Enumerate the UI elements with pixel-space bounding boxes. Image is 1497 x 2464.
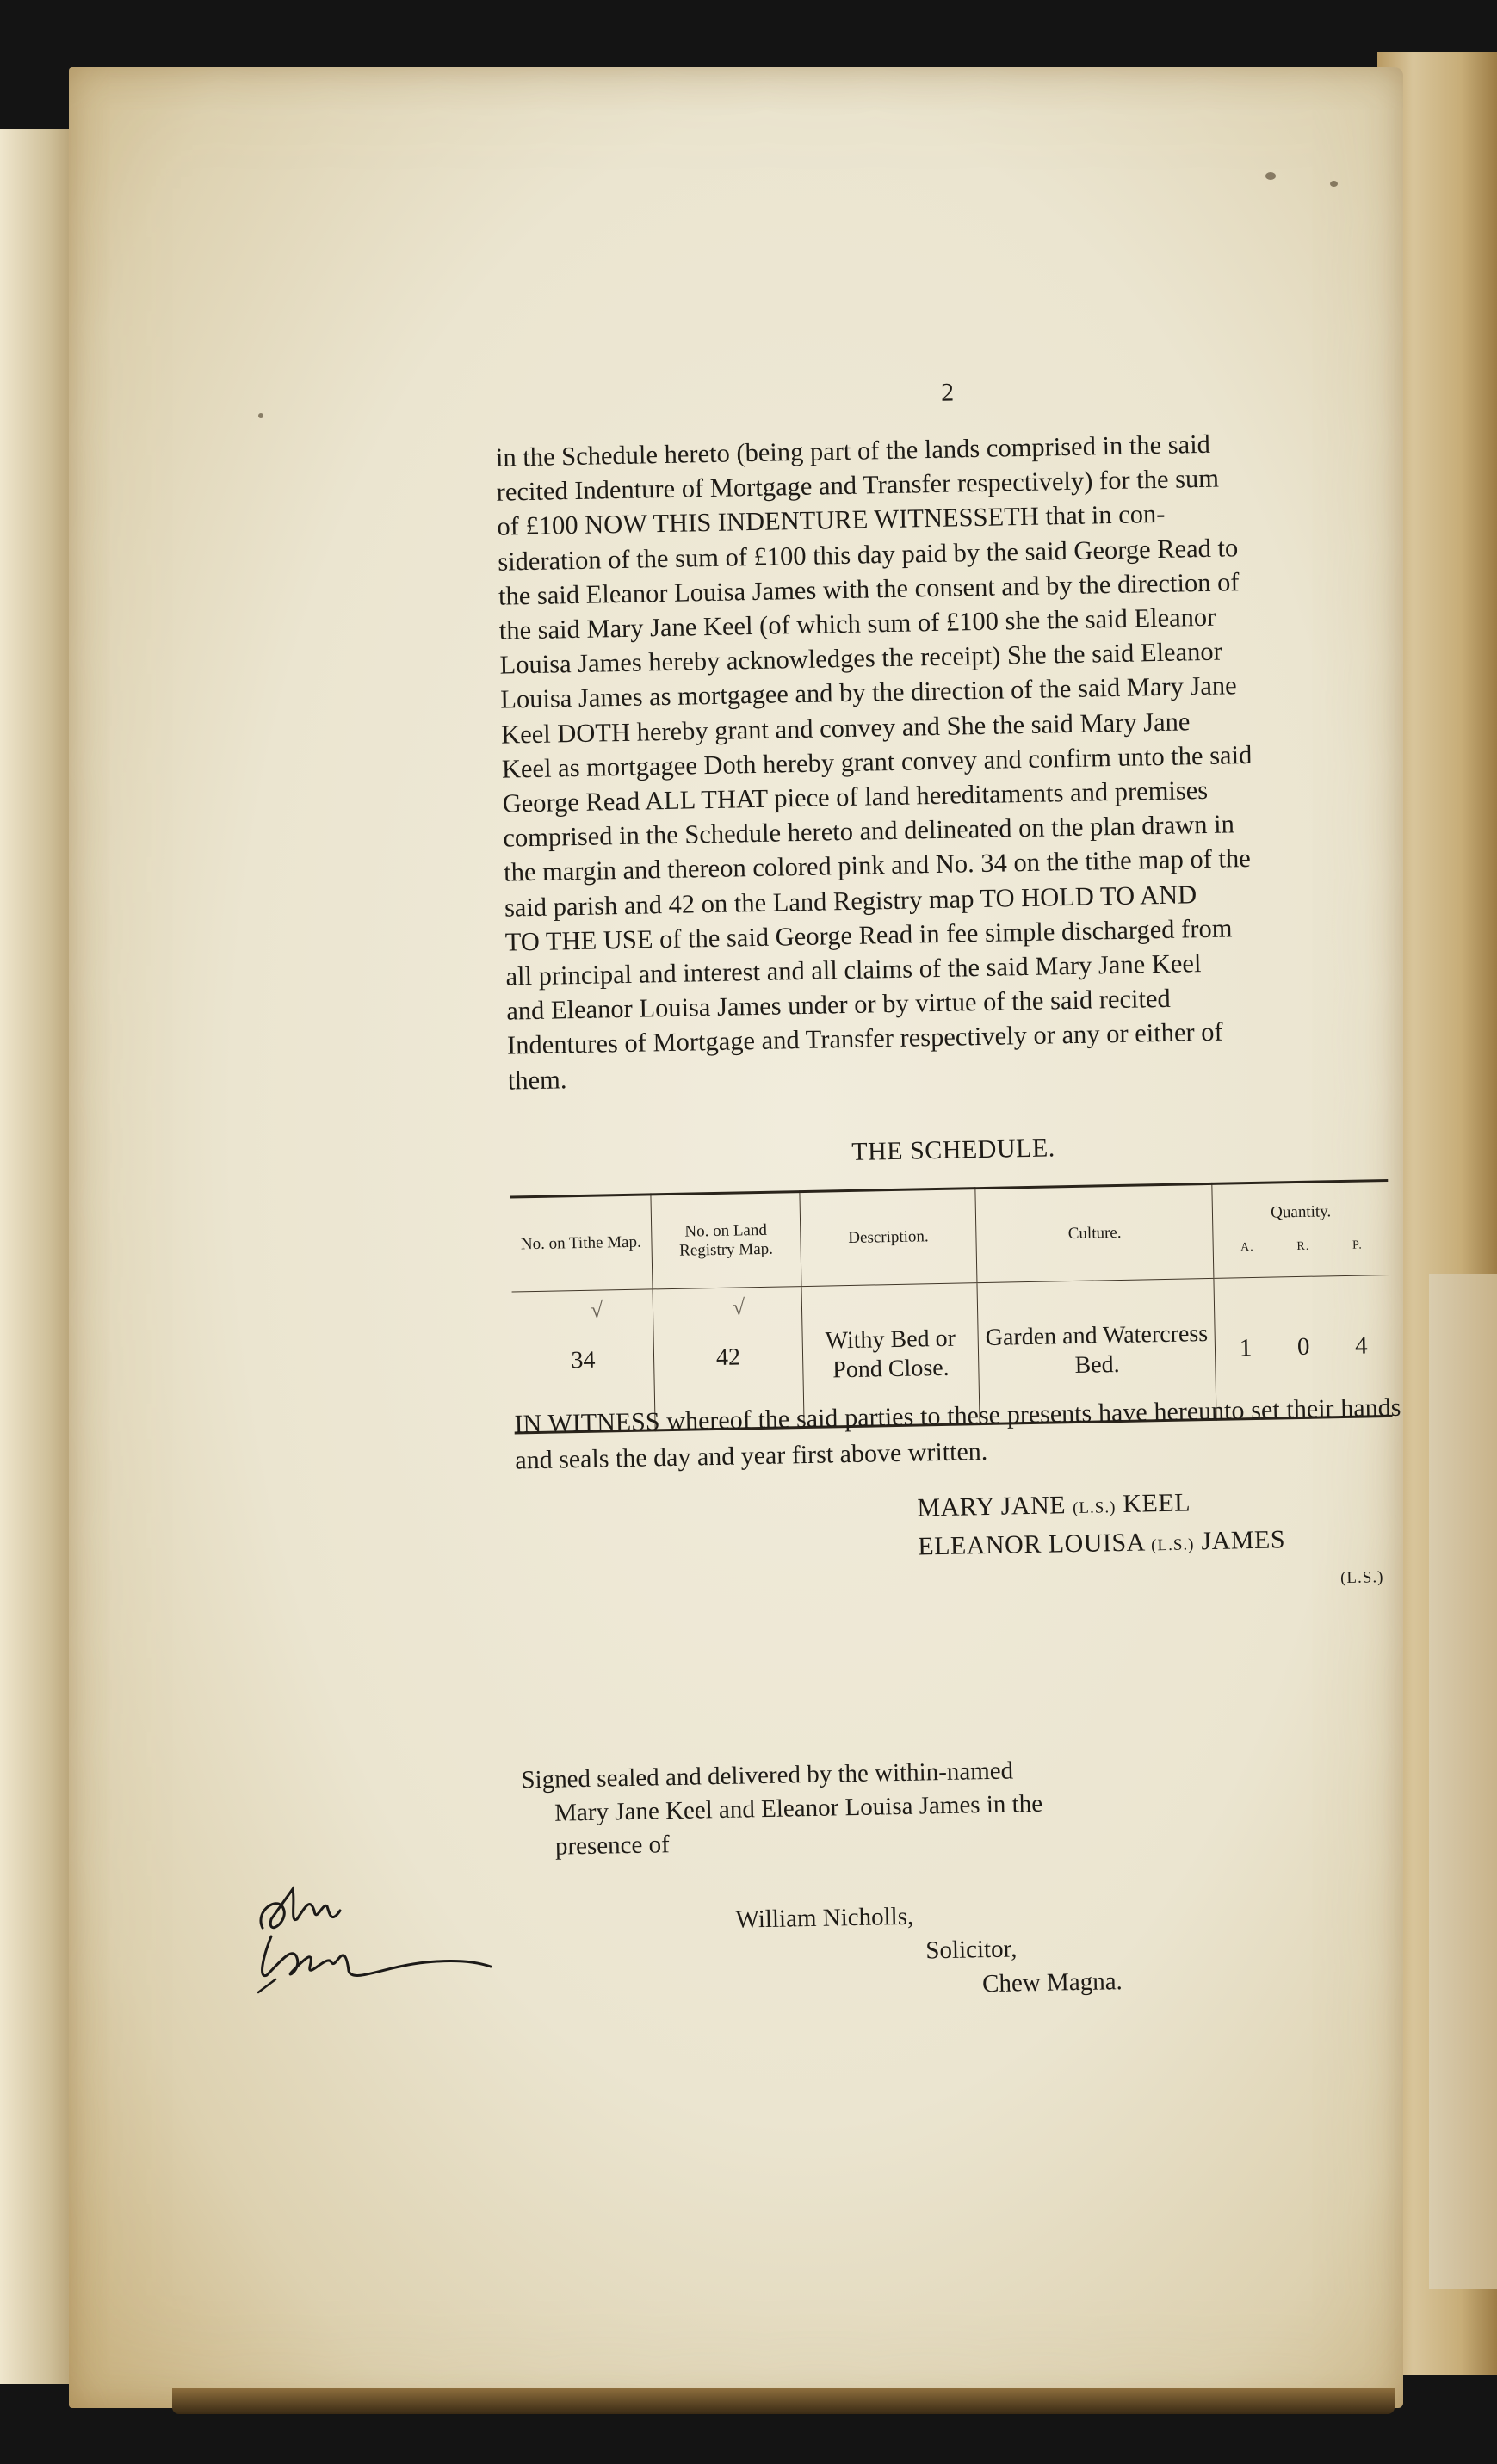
body-line: the said Mary Jane Keel (of which sum of £100 she the said Eleanor [498, 602, 1216, 645]
witness-place: Chew Magna. [981, 1967, 1123, 1998]
schedule-title: THE SCHEDULE. [851, 1133, 1056, 1166]
unit-perches: P. [1352, 1238, 1363, 1252]
tick-mark: √ [732, 1294, 745, 1320]
signatory-surname: JAMES [1201, 1525, 1286, 1556]
body-line: Louisa James as mortgagee and by the direction of the said Mary Jane [500, 670, 1237, 715]
cell-tithe: 34 [571, 1346, 596, 1374]
body-line: all principal and interest and all claims of the said Mary Jane Keel [505, 948, 1202, 991]
ink-spot [1265, 172, 1276, 180]
signatory-keel [917, 1488, 1191, 1522]
body-line: of £100 NOW THIS INDENTURE WITNESSETH that in con- [497, 499, 1166, 542]
cell-description: Withy Bed or Pond Close. [801, 1283, 980, 1428]
body-line: Keel as mortgagee Doth hereby grant convey and confirm unto the said [501, 739, 1253, 784]
body-line: said parish and 42 on the Land Registry map TO HOLD TO AND [504, 879, 1197, 923]
header-description: Description. [800, 1189, 977, 1287]
right-page-edge-lower [1429, 1274, 1497, 2289]
signatory-given: MARY JANE [917, 1491, 1067, 1522]
attestation-line: Signed sealed and delivered by the within-named [521, 1757, 1014, 1794]
unit-roods: R. [1296, 1239, 1310, 1254]
header-culture: Culture. [975, 1183, 1214, 1282]
attestation-line: Mary Jane Keel and Eleanor Louisa James in the [554, 1789, 1043, 1827]
signatory-surname: KEEL [1123, 1488, 1191, 1518]
body-line: them. [507, 1064, 567, 1096]
quantity-label: Quantity. [1270, 1202, 1332, 1222]
witness-clause: IN WITNESS whereof the said parties to these presents have hereunto set their hands and seals the day and year first above written. [514, 1393, 1401, 1475]
cell-registry: 42 [653, 1287, 805, 1430]
ink-spot [1330, 181, 1338, 187]
body-line: comprised in the Schedule hereto and delineated on the plan drawn in [503, 809, 1235, 853]
body-line: TO THE USE of the said George Read in fee simple discharged from [504, 913, 1233, 957]
seal-mark: (L.S.) [1150, 1535, 1195, 1555]
body-line: George Read ALL THAT piece of land hereditaments and premises [502, 775, 1209, 818]
seal-mark: (L.S.) [1072, 1498, 1117, 1518]
unit-acres: A. [1240, 1240, 1254, 1255]
handwritten-signature [245, 1876, 504, 2014]
body-line: the margin and thereon colored pink and No. 34 on the tithe map of the [503, 843, 1252, 888]
tick-mark: √ [590, 1297, 603, 1323]
qty-acres: 1 [1239, 1334, 1253, 1362]
body-line: in the Schedule hereto (being part of the lands comprised in the said [495, 429, 1211, 472]
attestation-line: presence of [554, 1831, 671, 1861]
qty-perches: 4 [1354, 1331, 1368, 1360]
page-bottom-edge [172, 2388, 1395, 2414]
indenture-body [496, 423, 1395, 1097]
header-registry: No. on Land Registry Map. [651, 1192, 801, 1289]
page-number: 2 [940, 378, 955, 407]
body-line: and Eleanor Louisa James under or by virtue of the said recited [505, 984, 1172, 1026]
witness-name [735, 1903, 913, 1935]
body-line: Indentures of Mortgage and Transfer respectively or any or either of [506, 1017, 1223, 1061]
cell-culture: Garden and Watercress Bed. [977, 1278, 1216, 1423]
seal-mark: (L.S.) [1339, 1568, 1384, 1588]
witness-name-text: William Nicholls, [735, 1902, 914, 1934]
body-line: the said Eleanor Louisa James with the consent and by the direction of [498, 566, 1240, 611]
body-line: recited Indenture of Mortgage and Transfer respectively) for the sum [496, 463, 1220, 507]
signatory-given: ELEANOR LOUISA [918, 1528, 1145, 1561]
attestation-clause [521, 1751, 1211, 1864]
header-quantity [1212, 1180, 1389, 1278]
body-line: Keel DOTH hereby grant and convey and She the said Mary Jane [500, 706, 1191, 750]
body-line: Louisa James hereby acknowledges the receipt) She the said Eleanor [499, 636, 1223, 680]
quantity-units [1219, 1236, 1384, 1258]
ink-spot [258, 413, 263, 418]
schedule-header-row [510, 1180, 1389, 1292]
witness-role: Solicitor, [925, 1935, 1018, 1965]
qty-roods: 0 [1296, 1332, 1310, 1362]
body-line: sideration of the sum of £100 this day paid by the said George Read to [497, 532, 1239, 577]
header-tithe: No. on Tithe Map. [510, 1195, 652, 1292]
